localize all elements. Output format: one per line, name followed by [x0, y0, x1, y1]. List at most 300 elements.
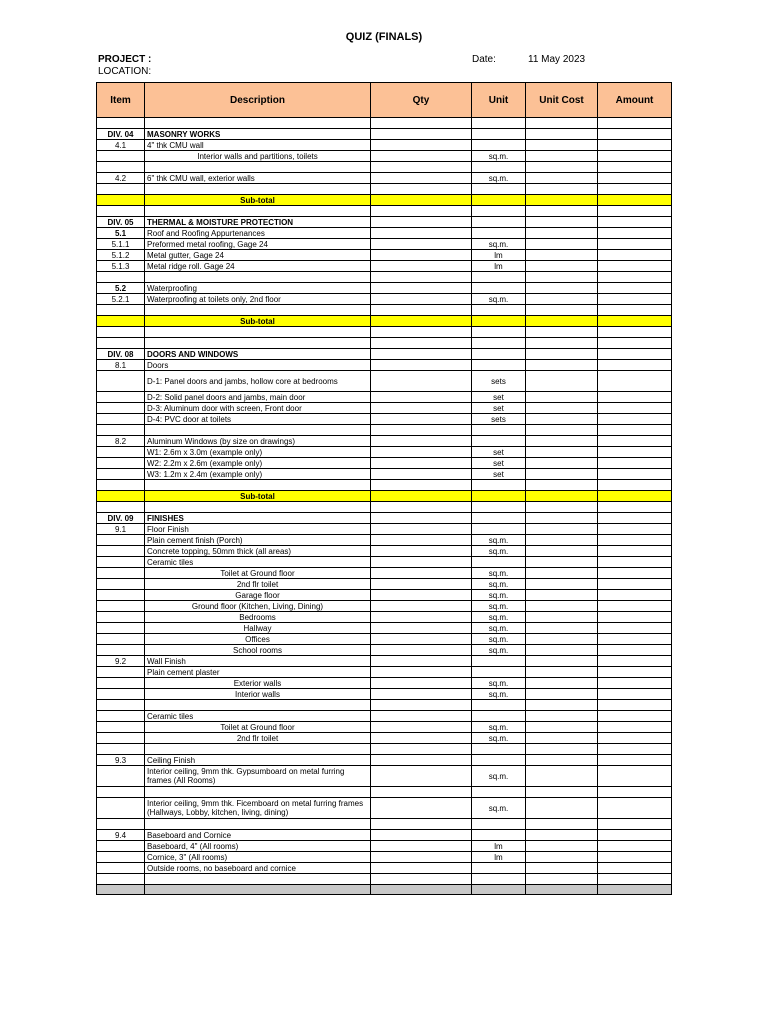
unit-cost-cell — [526, 228, 598, 239]
description-cell: FINISHES — [145, 513, 371, 524]
unit-cost-cell — [526, 294, 598, 305]
unit-cell — [472, 787, 526, 798]
item-cell — [97, 458, 145, 469]
unit-cost-cell — [526, 755, 598, 766]
amount-cell — [598, 184, 672, 195]
table-row — [97, 283, 672, 294]
unit-cell — [472, 338, 526, 349]
description-cell — [145, 885, 371, 895]
page-title: QUIZ (FINALS) — [345, 31, 423, 43]
unit-cell — [472, 491, 526, 502]
unit-cost-cell — [526, 118, 598, 129]
description-cell: Doors — [145, 360, 371, 371]
amount-cell — [598, 874, 672, 885]
item-cell — [97, 195, 145, 206]
qty-cell — [371, 787, 472, 798]
table-row — [97, 852, 672, 863]
item-cell — [97, 338, 145, 349]
unit-cost-cell — [526, 206, 598, 217]
item-cell — [97, 151, 145, 162]
qty-cell — [371, 798, 472, 819]
table-row — [97, 272, 672, 283]
amount-cell — [598, 403, 672, 414]
amount-cell — [598, 689, 672, 700]
description-cell: 2nd flr toilet — [145, 733, 371, 744]
qty-cell — [371, 634, 472, 645]
unit-cost-cell — [526, 436, 598, 447]
amount-cell — [598, 787, 672, 798]
item-cell: 9.1 — [97, 524, 145, 535]
amount-cell — [598, 349, 672, 360]
item-cell — [97, 546, 145, 557]
amount-cell — [598, 711, 672, 722]
amount-cell — [598, 601, 672, 612]
qty-cell — [371, 140, 472, 151]
description-cell: Concrete topping, 50mm thick (all areas) — [145, 546, 371, 557]
description-cell: D-2: Solid panel doors and jambs, main door — [145, 392, 371, 403]
description-cell: Interior walls — [145, 689, 371, 700]
unit-cost-cell — [526, 371, 598, 392]
unit-cost-cell — [526, 612, 598, 623]
item-cell — [97, 798, 145, 819]
table-row — [97, 711, 672, 722]
item-cell — [97, 469, 145, 480]
description-cell: Floor Finish — [145, 524, 371, 535]
qty-cell — [371, 623, 472, 634]
item-cell — [97, 447, 145, 458]
unit-cost-cell — [526, 480, 598, 491]
amount-cell — [598, 491, 672, 502]
unit-cost-cell — [526, 272, 598, 283]
qty-cell — [371, 206, 472, 217]
description-cell — [145, 502, 371, 513]
unit-cell: sq.m. — [472, 678, 526, 689]
unit-cell — [472, 360, 526, 371]
unit-cell — [472, 744, 526, 755]
amount-cell — [598, 667, 672, 678]
item-cell — [97, 502, 145, 513]
item-cell — [97, 645, 145, 656]
table-row — [97, 766, 672, 787]
item-cell — [97, 403, 145, 414]
unit-cell — [472, 874, 526, 885]
table-row — [97, 371, 672, 392]
unit-cell: lm — [472, 841, 526, 852]
division-row — [97, 513, 672, 524]
unit-cost-cell — [526, 173, 598, 184]
table-row — [97, 425, 672, 436]
unit-cost-cell — [526, 195, 598, 206]
unit-cost-cell — [526, 316, 598, 327]
unit-cost-cell — [526, 250, 598, 261]
item-cell — [97, 885, 145, 895]
qty-cell — [371, 129, 472, 140]
unit-cost-cell — [526, 491, 598, 502]
description-cell — [145, 305, 371, 316]
description-cell — [145, 480, 371, 491]
qty-cell — [371, 689, 472, 700]
qty-cell — [371, 195, 472, 206]
table-row — [97, 557, 672, 568]
unit-cell — [472, 502, 526, 513]
table-row — [97, 568, 672, 579]
table-row — [97, 173, 672, 184]
item-cell — [97, 327, 145, 338]
unit-cell — [472, 830, 526, 841]
qty-cell — [371, 217, 472, 228]
description-cell: 2nd flr toilet — [145, 579, 371, 590]
qty-cell — [371, 885, 472, 895]
table-row — [97, 524, 672, 535]
amount-cell — [598, 436, 672, 447]
item-cell: DIV. 05 — [97, 217, 145, 228]
amount-cell — [598, 678, 672, 689]
unit-cell — [472, 217, 526, 228]
amount-cell — [598, 447, 672, 458]
table-row — [97, 239, 672, 250]
unit-cell — [472, 195, 526, 206]
description-cell: Waterproofing — [145, 283, 371, 294]
table-row — [97, 184, 672, 195]
description-cell: Outside rooms, no baseboard and cornice — [145, 863, 371, 874]
amount-cell — [598, 305, 672, 316]
qty-cell — [371, 579, 472, 590]
unit-cost-cell — [526, 338, 598, 349]
unit-cost-cell — [526, 874, 598, 885]
qty-cell — [371, 830, 472, 841]
item-cell: 8.2 — [97, 436, 145, 447]
amount-cell — [598, 579, 672, 590]
unit-cell: sq.m. — [472, 590, 526, 601]
qty-cell — [371, 733, 472, 744]
unit-cost-cell — [526, 744, 598, 755]
table-row — [97, 140, 672, 151]
amount-cell — [598, 250, 672, 261]
item-cell — [97, 700, 145, 711]
item-cell — [97, 863, 145, 874]
table-row — [97, 162, 672, 173]
amount-cell — [598, 863, 672, 874]
amount-cell — [598, 830, 672, 841]
description-cell: D-3: Aluminum door with screen, Front door — [145, 403, 371, 414]
amount-cell — [598, 458, 672, 469]
unit-cost-cell — [526, 819, 598, 830]
description-cell — [145, 118, 371, 129]
item-cell: 9.4 — [97, 830, 145, 841]
unit-cell: sq.m. — [472, 568, 526, 579]
unit-cell — [472, 316, 526, 327]
description-cell: D-1: Panel doors and jambs, hollow core at bedrooms — [145, 371, 371, 392]
amount-cell — [598, 140, 672, 151]
item-cell — [97, 568, 145, 579]
unit-cost-cell — [526, 667, 598, 678]
unit-cost-cell — [526, 392, 598, 403]
qty-cell — [371, 250, 472, 261]
table-header-row — [97, 83, 672, 118]
table-row — [97, 700, 672, 711]
qty-cell — [371, 162, 472, 173]
description-cell: Sub-total — [145, 316, 371, 327]
item-cell: DIV. 09 — [97, 513, 145, 524]
unit-cost-cell — [526, 129, 598, 140]
table-row — [97, 645, 672, 656]
description-cell: Ceramic tiles — [145, 557, 371, 568]
date-value: 11 May 2023 — [528, 54, 586, 65]
item-cell — [97, 162, 145, 173]
unit-cost-cell — [526, 623, 598, 634]
division-row — [97, 217, 672, 228]
description-cell: Metal gutter, Gage 24 — [145, 250, 371, 261]
item-cell — [97, 722, 145, 733]
item-cell — [97, 491, 145, 502]
table-row — [97, 841, 672, 852]
column-header-unit: Unit — [472, 83, 526, 118]
unit-cost-cell — [526, 305, 598, 316]
table-row — [97, 830, 672, 841]
table-row — [97, 535, 672, 546]
unit-cost-cell — [526, 217, 598, 228]
unit-cost-cell — [526, 590, 598, 601]
amount-cell — [598, 798, 672, 819]
item-cell — [97, 623, 145, 634]
item-cell — [97, 852, 145, 863]
unit-cost-cell — [526, 447, 598, 458]
qty-cell — [371, 711, 472, 722]
unit-cost-cell — [526, 733, 598, 744]
item-cell — [97, 819, 145, 830]
unit-cost-cell — [526, 722, 598, 733]
amount-cell — [598, 425, 672, 436]
qty-cell — [371, 360, 472, 371]
unit-cost-cell — [526, 885, 598, 895]
qty-cell — [371, 700, 472, 711]
description-cell: Toilet at Ground floor — [145, 568, 371, 579]
bill-of-quantities-table — [96, 82, 672, 895]
description-cell: Offices — [145, 634, 371, 645]
description-cell — [145, 787, 371, 798]
amount-cell — [598, 392, 672, 403]
item-cell — [97, 118, 145, 129]
amount-cell — [598, 228, 672, 239]
item-cell — [97, 667, 145, 678]
amount-cell — [598, 535, 672, 546]
table-row — [97, 579, 672, 590]
amount-cell — [598, 195, 672, 206]
unit-cost-cell — [526, 579, 598, 590]
item-cell — [97, 733, 145, 744]
item-cell — [97, 874, 145, 885]
item-cell — [97, 744, 145, 755]
description-cell — [145, 206, 371, 217]
amount-cell — [598, 294, 672, 305]
unit-cell — [472, 863, 526, 874]
item-cell — [97, 480, 145, 491]
table-row — [97, 590, 672, 601]
column-header-qty: Qty — [371, 83, 472, 118]
amount-cell — [598, 700, 672, 711]
table-row — [97, 787, 672, 798]
unit-cell — [472, 327, 526, 338]
unit-cell: sq.m. — [472, 612, 526, 623]
item-cell — [97, 316, 145, 327]
qty-cell — [371, 316, 472, 327]
unit-cell: sq.m. — [472, 546, 526, 557]
unit-cost-cell — [526, 151, 598, 162]
unit-cell: sq.m. — [472, 535, 526, 546]
item-cell — [97, 601, 145, 612]
table-row — [97, 755, 672, 766]
table-row — [97, 634, 672, 645]
description-cell: Exterior walls — [145, 678, 371, 689]
amount-cell — [598, 744, 672, 755]
unit-cell — [472, 885, 526, 895]
amount-cell — [598, 841, 672, 852]
amount-cell — [598, 371, 672, 392]
description-cell — [145, 338, 371, 349]
item-cell — [97, 766, 145, 787]
unit-cell: sq.m. — [472, 294, 526, 305]
unit-cost-cell — [526, 360, 598, 371]
qty-cell — [371, 535, 472, 546]
unit-cell: sq.m. — [472, 173, 526, 184]
qty-cell — [371, 447, 472, 458]
amount-cell — [598, 360, 672, 371]
unit-cost-cell — [526, 711, 598, 722]
unit-cost-cell — [526, 852, 598, 863]
table-row — [97, 118, 672, 129]
amount-cell — [598, 612, 672, 623]
item-cell — [97, 305, 145, 316]
description-cell: School rooms — [145, 645, 371, 656]
unit-cell: sq.m. — [472, 722, 526, 733]
unit-cost-cell — [526, 830, 598, 841]
unit-cell — [472, 656, 526, 667]
description-cell: Roof and Roofing Appurtenances — [145, 228, 371, 239]
amount-cell — [598, 755, 672, 766]
qty-cell — [371, 392, 472, 403]
item-cell — [97, 689, 145, 700]
unit-cost-cell — [526, 524, 598, 535]
amount-cell — [598, 151, 672, 162]
subtotal-row — [97, 316, 672, 327]
unit-cost-cell — [526, 634, 598, 645]
table-row — [97, 436, 672, 447]
description-cell: 6" thk CMU wall, exterior walls — [145, 173, 371, 184]
qty-cell — [371, 546, 472, 557]
amount-cell — [598, 722, 672, 733]
unit-cost-cell — [526, 425, 598, 436]
qty-cell — [371, 722, 472, 733]
description-cell: Garage floor — [145, 590, 371, 601]
unit-cell: sq.m. — [472, 733, 526, 744]
unit-cell — [472, 513, 526, 524]
description-cell: Toilet at Ground floor — [145, 722, 371, 733]
table-row — [97, 874, 672, 885]
qty-cell — [371, 852, 472, 863]
description-cell — [145, 184, 371, 195]
table-row — [97, 338, 672, 349]
description-cell: Sub-total — [145, 195, 371, 206]
item-cell — [97, 787, 145, 798]
unit-cost-cell — [526, 689, 598, 700]
description-cell: DOORS AND WINDOWS — [145, 349, 371, 360]
unit-cost-cell — [526, 414, 598, 425]
unit-cell: sq.m. — [472, 689, 526, 700]
qty-cell — [371, 645, 472, 656]
description-cell — [145, 272, 371, 283]
table-row — [97, 819, 672, 830]
unit-cell — [472, 425, 526, 436]
description-cell — [145, 162, 371, 173]
unit-cost-cell — [526, 656, 598, 667]
amount-cell — [598, 261, 672, 272]
item-cell — [97, 634, 145, 645]
unit-cell — [472, 755, 526, 766]
item-cell: 5.2 — [97, 283, 145, 294]
description-cell: Metal ridge roll. Gage 24 — [145, 261, 371, 272]
unit-cell: sq.m. — [472, 623, 526, 634]
unit-cell: set — [472, 403, 526, 414]
table-body — [97, 118, 672, 895]
division-row — [97, 129, 672, 140]
unit-cell — [472, 819, 526, 830]
unit-cost-cell — [526, 766, 598, 787]
table-row — [97, 546, 672, 557]
description-cell: Wall Finish — [145, 656, 371, 667]
item-cell — [97, 590, 145, 601]
item-cell — [97, 414, 145, 425]
item-cell — [97, 678, 145, 689]
amount-cell — [598, 885, 672, 895]
table-row — [97, 601, 672, 612]
unit-cost-cell — [526, 557, 598, 568]
subtotal-row — [97, 491, 672, 502]
unit-cost-cell — [526, 458, 598, 469]
item-cell: 5.1 — [97, 228, 145, 239]
qty-cell — [371, 184, 472, 195]
table-row — [97, 678, 672, 689]
qty-cell — [371, 874, 472, 885]
description-cell — [145, 700, 371, 711]
amount-cell — [598, 469, 672, 480]
qty-cell — [371, 491, 472, 502]
unit-cell: lm — [472, 250, 526, 261]
item-cell — [97, 612, 145, 623]
qty-cell — [371, 524, 472, 535]
table-row — [97, 722, 672, 733]
table-row — [97, 447, 672, 458]
table-row — [97, 689, 672, 700]
amount-cell — [598, 239, 672, 250]
qty-cell — [371, 414, 472, 425]
qty-cell — [371, 272, 472, 283]
description-cell — [145, 744, 371, 755]
item-cell — [97, 711, 145, 722]
unit-cell — [472, 206, 526, 217]
amount-cell — [598, 162, 672, 173]
column-header-item: Item — [97, 83, 145, 118]
amount-cell — [598, 206, 672, 217]
qty-cell — [371, 118, 472, 129]
amount-cell — [598, 338, 672, 349]
item-cell: 9.2 — [97, 656, 145, 667]
table-row — [97, 327, 672, 338]
item-cell — [97, 425, 145, 436]
description-cell: Waterproofing at toilets only, 2nd floor — [145, 294, 371, 305]
description-cell: THERMAL & MOISTURE PROTECTION — [145, 217, 371, 228]
table-row — [97, 261, 672, 272]
table-row — [97, 305, 672, 316]
